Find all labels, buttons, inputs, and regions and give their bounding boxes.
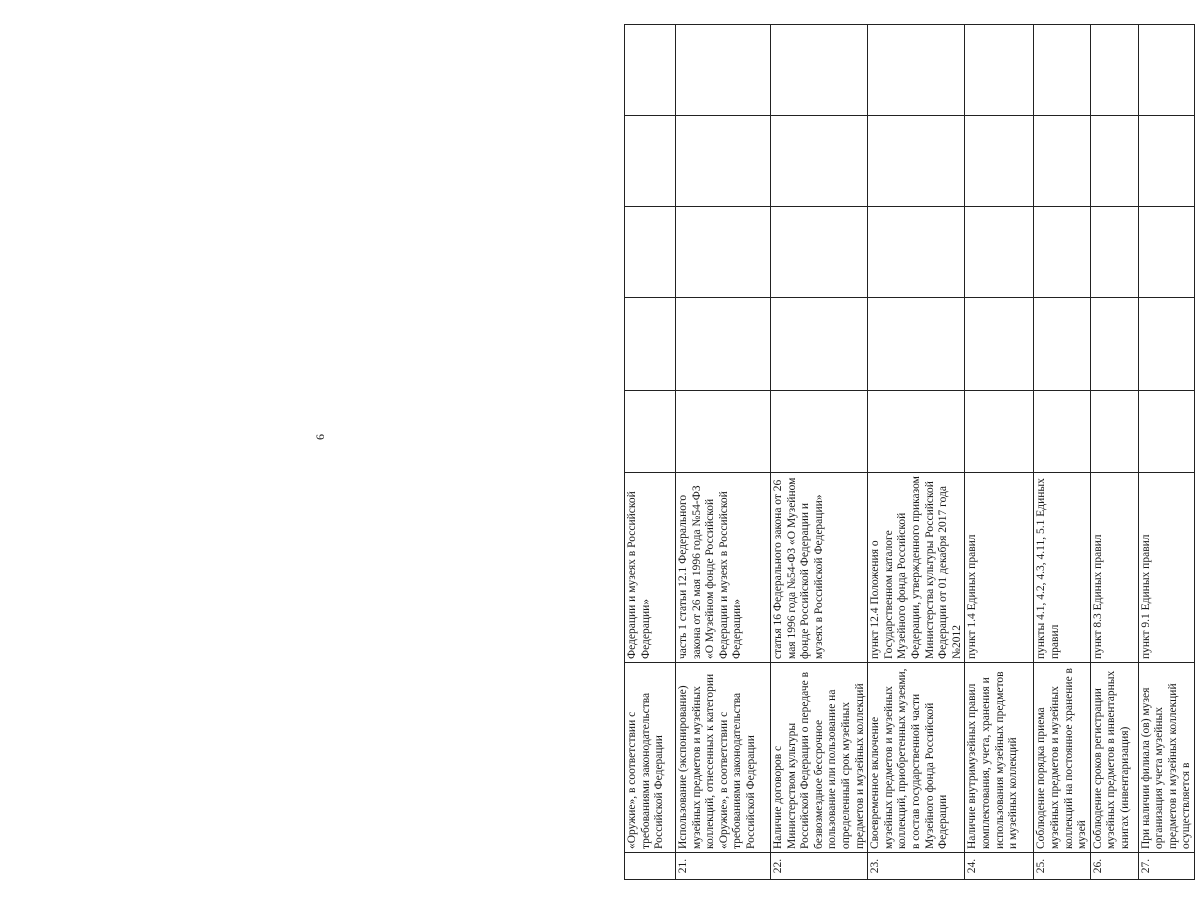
answer-na-cell <box>1090 207 1138 298</box>
answer-no-cell <box>771 298 868 391</box>
answer-no-cell <box>868 298 965 391</box>
answer-extra-cell <box>676 116 771 207</box>
page-number: 6 <box>313 434 327 440</box>
answer-na-cell <box>771 207 868 298</box>
note-cell <box>676 25 771 116</box>
answer-extra-cell <box>771 116 868 207</box>
answer-yes-cell <box>625 391 676 473</box>
answer-extra-cell <box>1090 116 1138 207</box>
row-number: 23. <box>868 853 965 880</box>
answer-extra-cell <box>965 116 1034 207</box>
answer-extra-cell <box>868 116 965 207</box>
answer-na-cell <box>625 207 676 298</box>
answer-extra-cell <box>625 116 676 207</box>
reference-cell: статья 16 Федерального закона от 26 мая 1996 года №54-ФЗ «О Музейном фонде Российской Федерации и музеях в Российской Федерации» <box>771 473 868 663</box>
row-number: 21. <box>676 853 771 880</box>
requirement-cell: При наличии филиала (ов) музея организация учета музейных предметов и музейных коллекций осуществляется в <box>1138 663 1194 853</box>
answer-na-cell <box>868 207 965 298</box>
row-number: 24. <box>965 853 1034 880</box>
requirement-cell: Наличие договоров с Министерством культуры Российской Федерации о передаче в безвозмездное бессрочное пользование или пользование на определенный срок музейных предметов и музейных коллекций <box>771 663 868 853</box>
note-cell <box>1034 25 1090 116</box>
answer-yes-cell <box>1034 391 1090 473</box>
note-cell <box>1138 25 1194 116</box>
answer-no-cell <box>1138 298 1194 391</box>
note-cell <box>868 25 965 116</box>
requirement-cell: Наличие внутримузейных правил комплектования, учета, хранения и использования музейных предметов и музейных коллекций <box>965 663 1034 853</box>
answer-extra-cell <box>1034 116 1090 207</box>
requirement-cell: Соблюдение порядка приема музейных предметов и музейных коллекций на постоянное хранение в музей <box>1034 663 1090 853</box>
answer-na-cell <box>1034 207 1090 298</box>
answer-no-cell <box>1090 298 1138 391</box>
answer-yes-cell <box>868 391 965 473</box>
reference-cell: пункты 4.1, 4.2, 4.3, 4.11, 5.1 Единых правил <box>1034 473 1090 663</box>
row-number: 25. <box>1034 853 1090 880</box>
answer-yes-cell <box>1138 391 1194 473</box>
answer-yes-cell <box>1090 391 1138 473</box>
answer-no-cell <box>965 298 1034 391</box>
table-row <box>965 25 1034 880</box>
answer-yes-cell <box>771 391 868 473</box>
note-cell <box>771 25 868 116</box>
answer-yes-cell <box>965 391 1034 473</box>
reference-cell: пункт 8.3 Единых правил <box>1090 473 1138 663</box>
requirement-cell: «Оружие», в соответствии с требованиями законодательства Российской Федерации <box>625 663 676 853</box>
table-row <box>771 25 868 880</box>
note-cell <box>965 25 1034 116</box>
row-number: 26. <box>1090 853 1138 880</box>
reference-cell: пункт 1.4 Единых правил <box>965 473 1034 663</box>
requirement-cell: Своевременное включение музейных предметов и музейных коллекций, приобретенных музеями, в состав государственной части Музейного фонда Российской Федерации <box>868 663 965 853</box>
note-cell <box>625 25 676 116</box>
table-row <box>625 25 676 880</box>
reference-cell: часть 1 статьи 12.1 Федерального закона от 26 мая 1996 года №54-ФЗ «О Музейном фонде Российской Федерации и музеях в Российской Федерации» <box>676 473 771 663</box>
answer-no-cell <box>1034 298 1090 391</box>
table-row <box>676 25 771 880</box>
reference-cell: пункт 9.1 Единых правил <box>1138 473 1194 663</box>
checklist-table <box>624 24 1195 880</box>
answer-na-cell <box>676 207 771 298</box>
answer-no-cell <box>676 298 771 391</box>
requirement-cell: Соблюдение сроков регистрации музейных предметов в инвентарных книгах (инвентаризация) <box>1090 663 1138 853</box>
answer-yes-cell <box>676 391 771 473</box>
reference-cell: Федерации и музеях в Российской Федерации» <box>625 473 676 663</box>
answer-no-cell <box>625 298 676 391</box>
table-row <box>1138 25 1194 880</box>
answer-extra-cell <box>1138 116 1194 207</box>
row-number: 22. <box>771 853 868 880</box>
table-row <box>868 25 965 880</box>
requirement-cell: Использование (экспонирование) музейных предметов и музейных коллекций, отнесенных к категории «Оружие», в соответствии с требованиями законодательства Российской Федерации <box>676 663 771 853</box>
row-number: 27. <box>1138 853 1194 880</box>
row-number <box>625 853 676 880</box>
answer-na-cell <box>965 207 1034 298</box>
table-row <box>1090 25 1138 880</box>
answer-na-cell <box>1138 207 1194 298</box>
note-cell <box>1090 25 1138 116</box>
reference-cell: пункт 12.4 Положения о Государственном каталоге Музейного фонда Российской Федерации, утвержденного приказом Министерства культуры Российской Федерации от 01 декабря 2017 года №2012 <box>868 473 965 663</box>
table-row <box>1034 25 1090 880</box>
